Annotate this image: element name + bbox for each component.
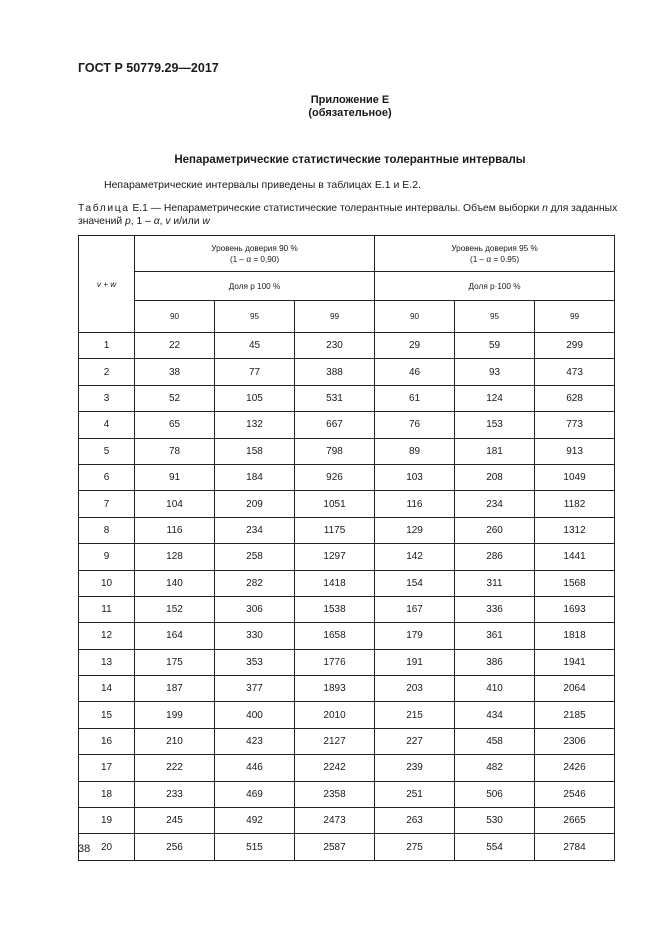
table-row [79,755,615,781]
table-cell: 388 [295,359,375,385]
caption-var-alpha: α [153,216,160,227]
table-cell: 1051 [295,491,375,517]
table-cell: 2010 [295,702,375,728]
caption-text: , 1 – [130,216,154,227]
table-cell: 410 [455,676,535,702]
table-cell: 336 [455,596,535,622]
table-cell: 1441 [535,544,615,570]
table-cell: 492 [215,808,295,834]
table-cell: 129 [375,517,455,543]
table-cell: 2587 [295,834,375,860]
row-header-vw: v + w [79,236,135,333]
column-header: 90 [375,301,455,333]
table-cell: 506 [455,781,535,807]
table-cell: 158 [215,438,295,464]
table-cell: 531 [295,385,375,411]
row-index-cell: 4 [79,412,135,438]
row-index-cell: 15 [79,702,135,728]
table-cell: 152 [135,596,215,622]
table-cell: 2242 [295,755,375,781]
table-cell: 65 [135,412,215,438]
table-row [79,808,615,834]
table-cell: 77 [215,359,295,385]
confidence-90-label: Уровень доверия 90 % [211,243,298,253]
table-cell: 311 [455,570,535,596]
table-cell: 191 [375,649,455,675]
table-cell: 554 [455,834,535,860]
table-cell: 2127 [295,728,375,754]
table-row [79,359,615,385]
table-cell: 93 [455,359,535,385]
column-header: 95 [215,301,295,333]
column-header: 99 [295,301,375,333]
table-cell: 446 [215,755,295,781]
caption-var-p: p [125,216,131,227]
row-index-cell: 10 [79,570,135,596]
table-row [79,728,615,754]
table-cell: 1049 [535,464,615,490]
table-cell: 306 [215,596,295,622]
table-row [79,544,615,570]
row-index-cell: 19 [79,808,135,834]
table-cell: 275 [375,834,455,860]
table-cell: 227 [375,728,455,754]
table-cell: 386 [455,649,535,675]
table-cell: 29 [375,333,455,359]
caption-text: , [159,216,166,227]
table-cell: 116 [135,517,215,543]
table-cell: 400 [215,702,295,728]
row-index-cell: 18 [79,781,135,807]
table-cell: 2784 [535,834,615,860]
table-cell: 124 [455,385,535,411]
table-cell: 132 [215,412,295,438]
row-index-cell: 20 [79,834,135,860]
table-cell: 230 [295,333,375,359]
column-header: 95 [455,301,535,333]
row-index-cell: 8 [79,517,135,543]
table-cell: 2426 [535,755,615,781]
row-index-cell: 1 [79,333,135,359]
table-cell: 330 [215,623,295,649]
table-cell: 286 [455,544,535,570]
row-index-cell: 9 [79,544,135,570]
standard-designation: ГОСТ Р 50779.29—2017 [78,61,219,75]
table-cell: 377 [215,676,295,702]
table-row [79,781,615,807]
row-index-cell: 17 [79,755,135,781]
table-cell: 256 [135,834,215,860]
table-row [79,623,615,649]
table-cell: 469 [215,781,295,807]
table-cell: 515 [215,834,295,860]
table-cell: 209 [215,491,295,517]
table-cell: 1297 [295,544,375,570]
caption-text: Е.1 — Непараметрические статистические толерантные интервалы. Объем выборки [129,203,543,214]
table-row [79,517,615,543]
table-cell: 299 [535,333,615,359]
table-cell: 103 [375,464,455,490]
table-cell: 667 [295,412,375,438]
table-cell: 2358 [295,781,375,807]
table-cell: 128 [135,544,215,570]
table-cell: 2064 [535,676,615,702]
page-number: 38 [78,843,91,855]
table-cell: 1175 [295,517,375,543]
table-cell: 222 [135,755,215,781]
row-index-cell: 16 [79,728,135,754]
table-cell: 263 [375,808,455,834]
table-cell: 353 [215,649,295,675]
table-cell: 199 [135,702,215,728]
table-cell: 2185 [535,702,615,728]
table-cell: 215 [375,702,455,728]
table-cell: 154 [375,570,455,596]
table-cell: 423 [215,728,295,754]
table-cell: 482 [455,755,535,781]
table-cell: 1818 [535,623,615,649]
confidence-90-header [135,236,375,272]
confidence-90-alpha: (1 – α = 0,90) [229,254,280,264]
row-index-cell: 7 [79,491,135,517]
table-cell: 258 [215,544,295,570]
table-row [79,676,615,702]
table-cell: 38 [135,359,215,385]
tolerance-table [78,235,615,861]
table-row [79,596,615,622]
table-row [79,438,615,464]
table-cell: 282 [215,570,295,596]
table-cell: 164 [135,623,215,649]
table-cell: 1941 [535,649,615,675]
row-index-cell: 11 [79,596,135,622]
table-cell: 184 [215,464,295,490]
section-title: Непараметрические статистические толерантные интервалы [174,154,526,166]
table-cell: 208 [455,464,535,490]
table-cell: 458 [455,728,535,754]
table-cell: 245 [135,808,215,834]
table-cell: 2306 [535,728,615,754]
table-cell: 187 [135,676,215,702]
table-cell: 251 [375,781,455,807]
table-cell: 773 [535,412,615,438]
table-cell: 52 [135,385,215,411]
table-cell: 434 [455,702,535,728]
table-cell: 1418 [295,570,375,596]
caption-label: Таблица [78,203,130,214]
row-index-cell: 2 [79,359,135,385]
table-cell: 105 [215,385,295,411]
table-cell: 1538 [295,596,375,622]
table-cell: 76 [375,412,455,438]
table-cell: 203 [375,676,455,702]
confidence-95-header [375,236,615,272]
row-index-cell: 6 [79,464,135,490]
table-cell: 361 [455,623,535,649]
table-cell: 45 [215,333,295,359]
table-cell: 153 [455,412,535,438]
caption-var-v: v [165,216,171,227]
table-cell: 91 [135,464,215,490]
table-cell: 104 [135,491,215,517]
table-cell: 913 [535,438,615,464]
table-cell: 59 [455,333,535,359]
row-index-cell: 5 [79,438,135,464]
table-cell: 175 [135,649,215,675]
column-header: 90 [135,301,215,333]
table-cell: 239 [375,755,455,781]
table-cell: 1776 [295,649,375,675]
table-cell: 140 [135,570,215,596]
table-row [79,649,615,675]
table-cell: 61 [375,385,455,411]
table-cell: 116 [375,491,455,517]
table-cell: 473 [535,359,615,385]
table-cell: 181 [455,438,535,464]
table-row [79,385,615,411]
table-cell: 260 [455,517,535,543]
table-cell: 142 [375,544,455,570]
table-cell: 233 [135,781,215,807]
table-cell: 167 [375,596,455,622]
table-row [79,412,615,438]
table-cell: 22 [135,333,215,359]
annex-type: (обязательное) [308,107,392,119]
column-header: 99 [535,301,615,333]
share-header-95: Доля p·100 % [375,272,615,301]
caption-var-n: n [542,203,548,214]
table-cell: 89 [375,438,455,464]
table-cell: 46 [375,359,455,385]
table-cell: 1658 [295,623,375,649]
table-cell: 1568 [535,570,615,596]
row-index-cell: 3 [79,385,135,411]
row-index-cell: 12 [79,623,135,649]
table-cell: 1182 [535,491,615,517]
confidence-95-label: Уровень доверия 95 % [451,243,538,253]
table-cell: 2546 [535,781,615,807]
intro-paragraph: Непараметрические интервалы приведены в таблицах Е.1 и Е.2. [104,179,421,191]
table-cell: 1693 [535,596,615,622]
table-body [79,333,615,861]
caption-text: и/или [170,216,203,227]
caption-var-w: w [202,216,210,227]
table-cell: 1893 [295,676,375,702]
share-header-90: Доля p 100 % [135,272,375,301]
table-cell: 2473 [295,808,375,834]
table-row [79,491,615,517]
table-cell: 1312 [535,517,615,543]
table-caption [78,202,618,228]
table-row [79,702,615,728]
annex-title: Приложение Е [310,94,390,106]
confidence-95-alpha: (1 – α = 0.95) [469,254,520,264]
row-index-cell: 13 [79,649,135,675]
table-cell: 798 [295,438,375,464]
table-cell: 234 [215,517,295,543]
table-row [79,834,615,860]
table-cell: 2665 [535,808,615,834]
row-index-cell: 14 [79,676,135,702]
caption-text: для заданных значений [78,203,618,227]
table-cell: 628 [535,385,615,411]
table-cell: 210 [135,728,215,754]
table-cell: 234 [455,491,535,517]
table-cell: 530 [455,808,535,834]
table-cell: 926 [295,464,375,490]
table-row [79,333,615,359]
table-cell: 78 [135,438,215,464]
table-row [79,464,615,490]
table-cell: 179 [375,623,455,649]
table-row [79,570,615,596]
